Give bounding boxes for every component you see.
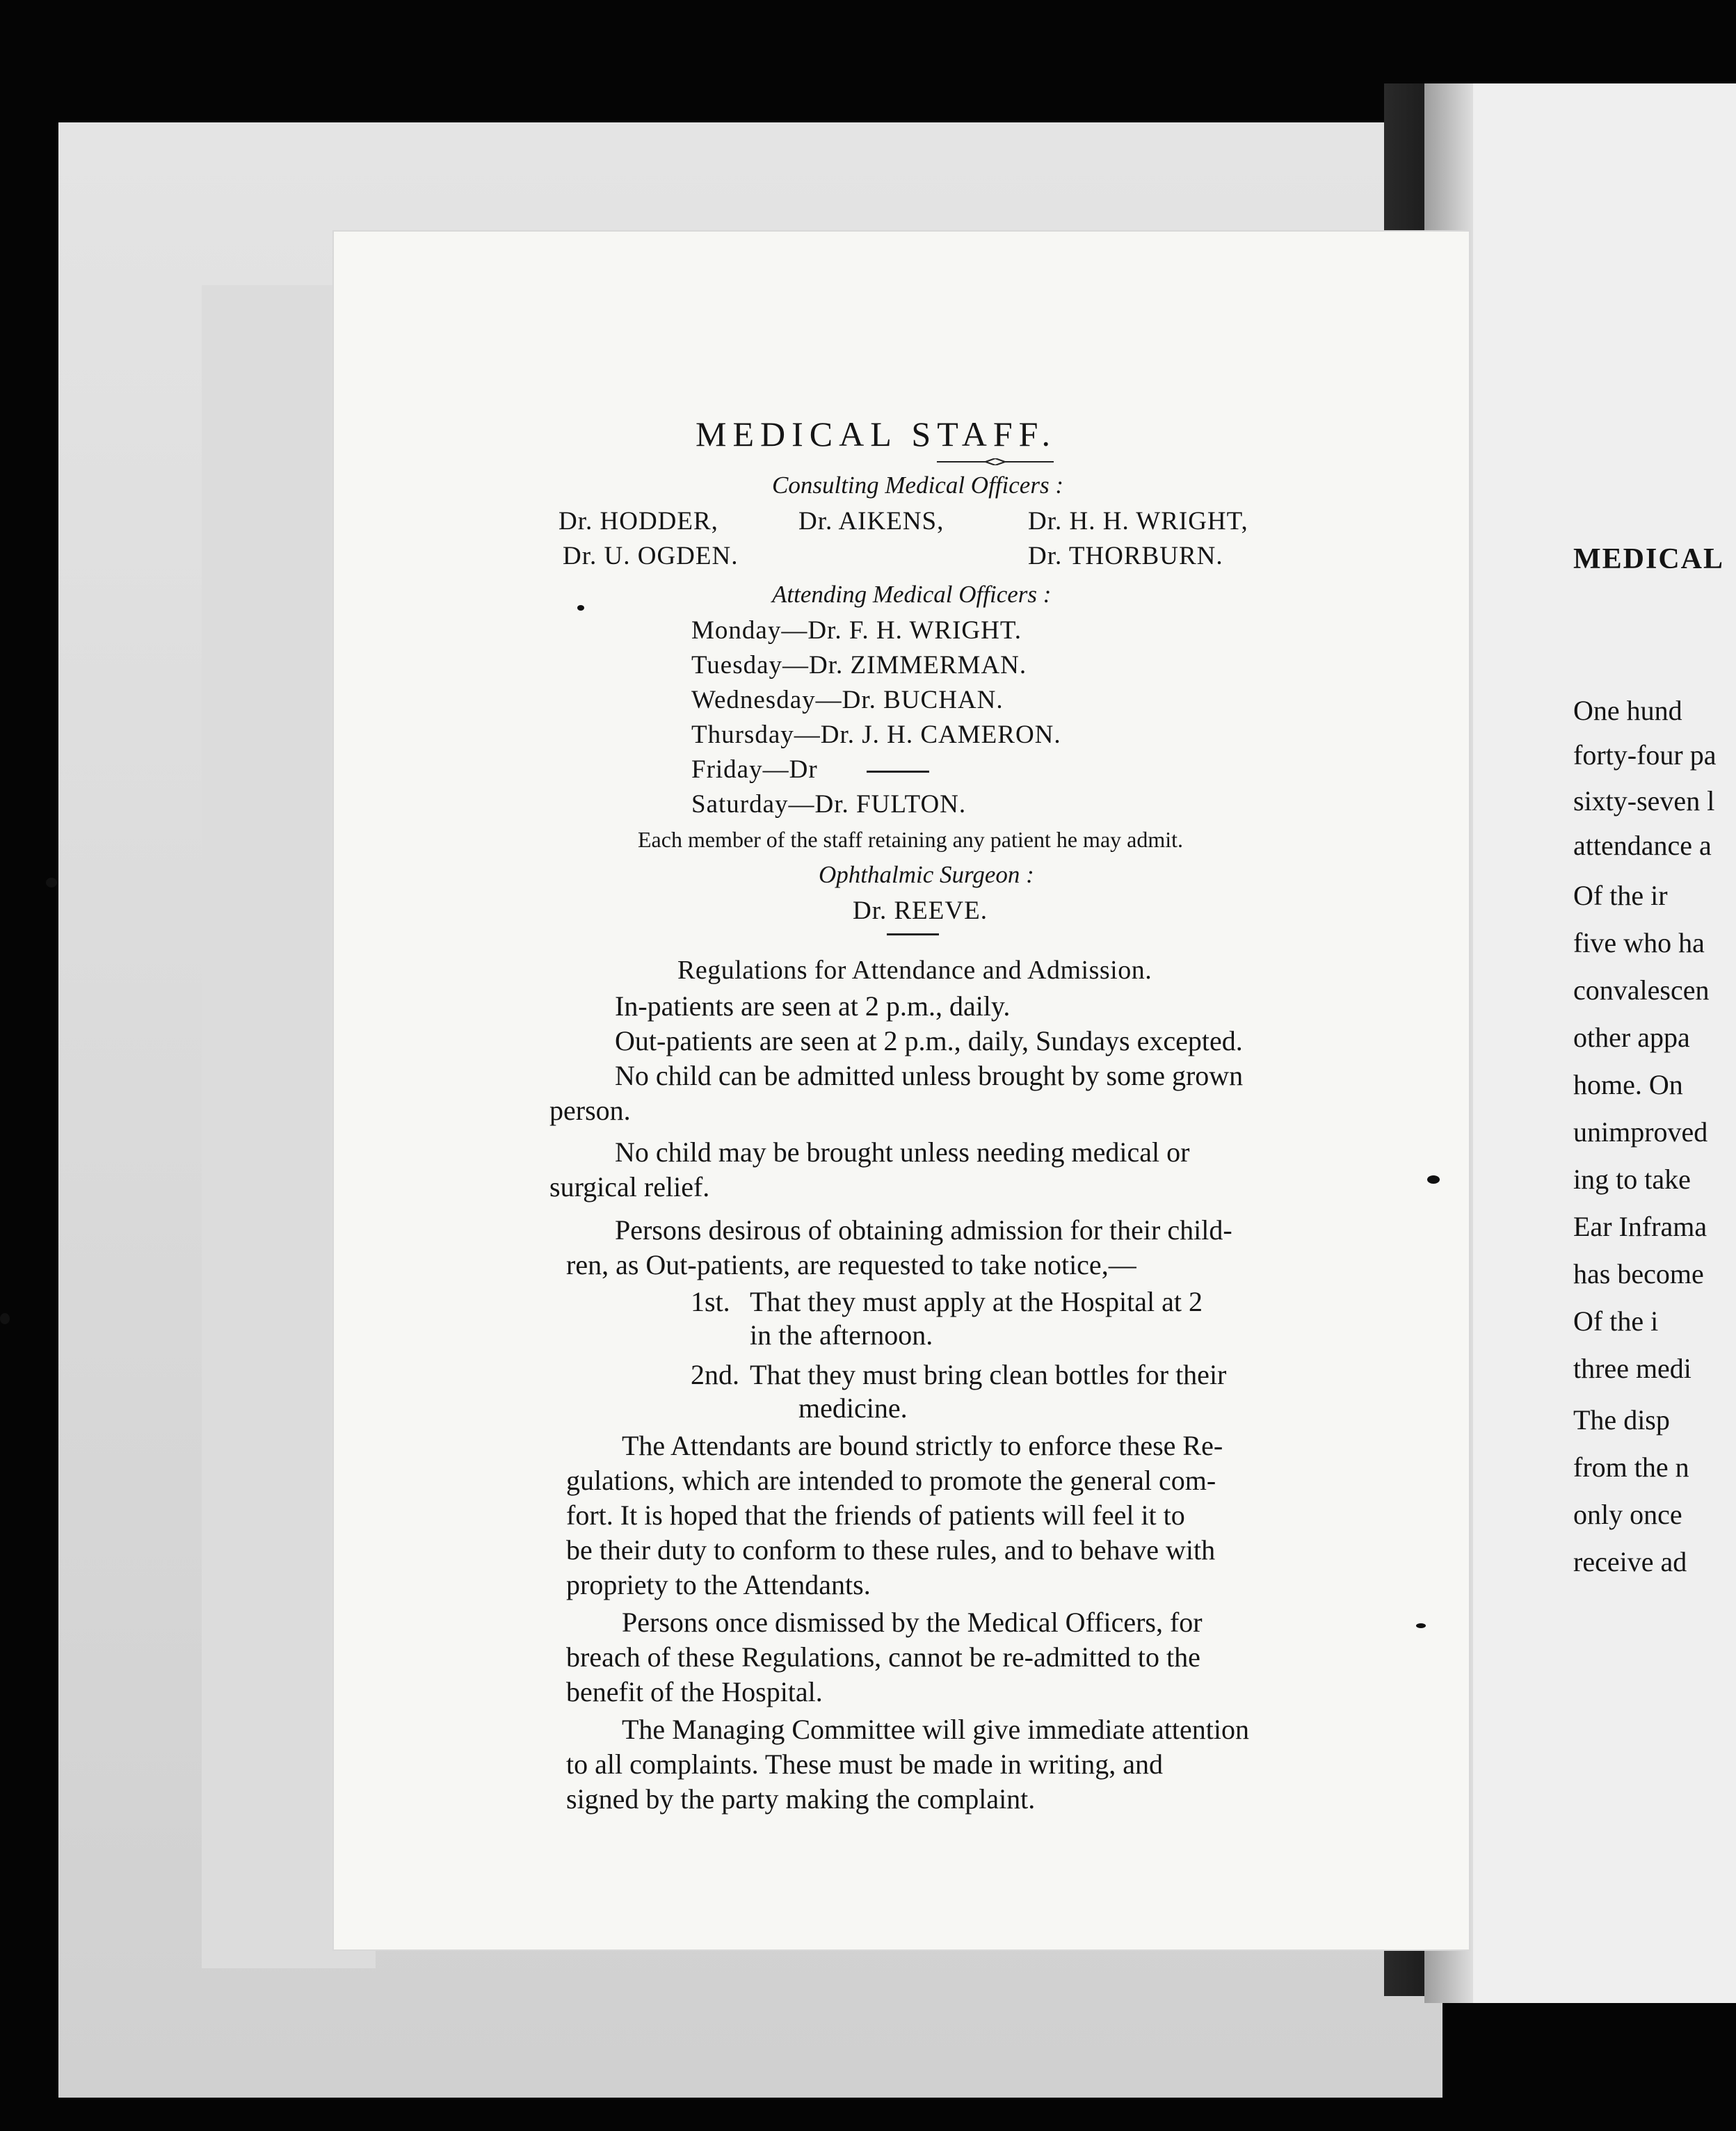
attending-saturday: Saturday—Dr. FULTON. (691, 790, 967, 819)
ink-speck (1427, 1175, 1440, 1184)
paragraph-line: to all complaints. These must be made in writing, and (566, 1748, 1163, 1780)
staff-note: Each member of the staff retaining any patient he may admit. (638, 827, 1184, 852)
right-page-line: convalescen (1573, 974, 1710, 1006)
regulations-heading: Regulations for Attendance and Admission. (677, 956, 1152, 985)
consulting-heading: Consulting Medical Officers : (772, 472, 1063, 499)
paragraph-line: That they must bring clean bottles for their (750, 1359, 1227, 1390)
title-ornament-rule (937, 458, 1054, 465)
left-page-content (334, 232, 1469, 1949)
paragraph-line: The Attendants are bound strictly to enforce these Re- (622, 1430, 1223, 1461)
attending-thursday: Thursday—Dr. J. H. CAMERON. (691, 721, 1061, 749)
right-page-line: Of the i (1573, 1305, 1659, 1337)
page-title: MEDICAL STAFF. (696, 415, 1056, 453)
paragraph-line: propriety to the Attendants. (566, 1569, 871, 1600)
consultant-name: Dr. H. H. WRIGHT, (1028, 507, 1248, 536)
paragraph-line: signed by the party making the complaint. (566, 1783, 1036, 1815)
paragraph-line: Persons desirous of obtaining admission for their child- (615, 1214, 1232, 1246)
right-page-line: Of the ir (1573, 880, 1668, 911)
paragraph-line: Out-patients are seen at 2 p.m., daily, Sundays excepted. (615, 1025, 1243, 1056)
consultant-name: Dr. HODDER, (558, 507, 718, 536)
right-page-line: attendance a (1573, 830, 1712, 861)
ophthalmic-name: Dr. REEVE. (853, 896, 988, 925)
attending-friday-label: Friday—Dr (691, 755, 818, 784)
paragraph-line: The Managing Committee will give immediate attention (622, 1714, 1250, 1745)
paragraph-line: No child can be admitted unless brought by some grown (615, 1060, 1244, 1091)
right-page-line: The disp (1573, 1404, 1670, 1436)
attending-monday: Monday—Dr. F. H. WRIGHT. (691, 616, 1022, 645)
notice-number: 1st. (691, 1286, 730, 1317)
right-page-line: has become (1573, 1258, 1704, 1289)
paragraph-line: ren, as Out-patients, are requested to take notice,— (566, 1249, 1136, 1280)
section-rule (887, 933, 939, 935)
right-page-line: from the n (1573, 1452, 1689, 1483)
paragraph-line: fort. It is hoped that the friends of patients will feel it to (566, 1499, 1185, 1531)
right-page-line: Ear Inframa (1573, 1211, 1707, 1242)
ink-speck (577, 605, 584, 611)
paragraph-line: gulations, which are intended to promote the general com- (566, 1465, 1216, 1496)
blank-rule (867, 771, 929, 773)
right-page-line: other appa (1573, 1022, 1690, 1053)
ink-speck (46, 878, 57, 887)
paragraph-line: person. (549, 1095, 631, 1126)
paragraph-line: in the afternoon. (750, 1319, 933, 1351)
attending-tuesday: Tuesday—Dr. ZIMMERMAN. (691, 651, 1027, 679)
consultant-name: Dr. AIKENS, (798, 507, 945, 536)
right-page-line: three medi (1573, 1353, 1691, 1384)
attending-wednesday: Wednesday—Dr. BUCHAN. (691, 686, 1004, 714)
paragraph-line: No child may be brought unless needing medical or (615, 1136, 1190, 1168)
right-page-line: unimproved (1573, 1116, 1708, 1148)
consultant-name: Dr. U. OGDEN. (563, 542, 739, 570)
notice-number: 2nd. (691, 1359, 739, 1390)
ophthalmic-heading: Ophthalmic Surgeon : (819, 861, 1034, 888)
right-page-line: sixty-seven l (1573, 785, 1715, 817)
ink-speck (0, 1313, 10, 1324)
paragraph-line: medicine. (798, 1392, 908, 1424)
right-page-line: forty-four pa (1573, 739, 1717, 771)
paragraph-line: breach of these Regulations, cannot be re-admitted to the (566, 1641, 1200, 1673)
right-page-heading: MEDICAL (1573, 543, 1725, 575)
right-page-line: home. On (1573, 1069, 1683, 1100)
paragraph-line: surgical relief. (549, 1171, 710, 1203)
right-page-line: One hund (1573, 695, 1682, 726)
paragraph-line: Persons once dismissed by the Medical Officers, for (622, 1607, 1203, 1638)
attending-heading: Attending Medical Officers : (772, 581, 1052, 608)
paragraph-line: be their duty to conform to these rules, and to behave with (566, 1534, 1216, 1566)
paragraph-line: That they must apply at the Hospital at 2 (750, 1286, 1203, 1317)
paragraph-line: benefit of the Hospital. (566, 1676, 823, 1707)
right-page-line: ing to take (1573, 1164, 1691, 1195)
consultant-name: Dr. THORBURN. (1028, 542, 1223, 570)
right-page-line: five who ha (1573, 927, 1705, 958)
attending-friday (691, 755, 929, 785)
paragraph-line: In-patients are seen at 2 p.m., daily. (615, 990, 1011, 1022)
right-page-line: receive ad (1573, 1546, 1687, 1577)
ink-speck (1416, 1623, 1426, 1628)
left-page (334, 232, 1469, 1949)
right-page-line: only once (1573, 1499, 1682, 1530)
